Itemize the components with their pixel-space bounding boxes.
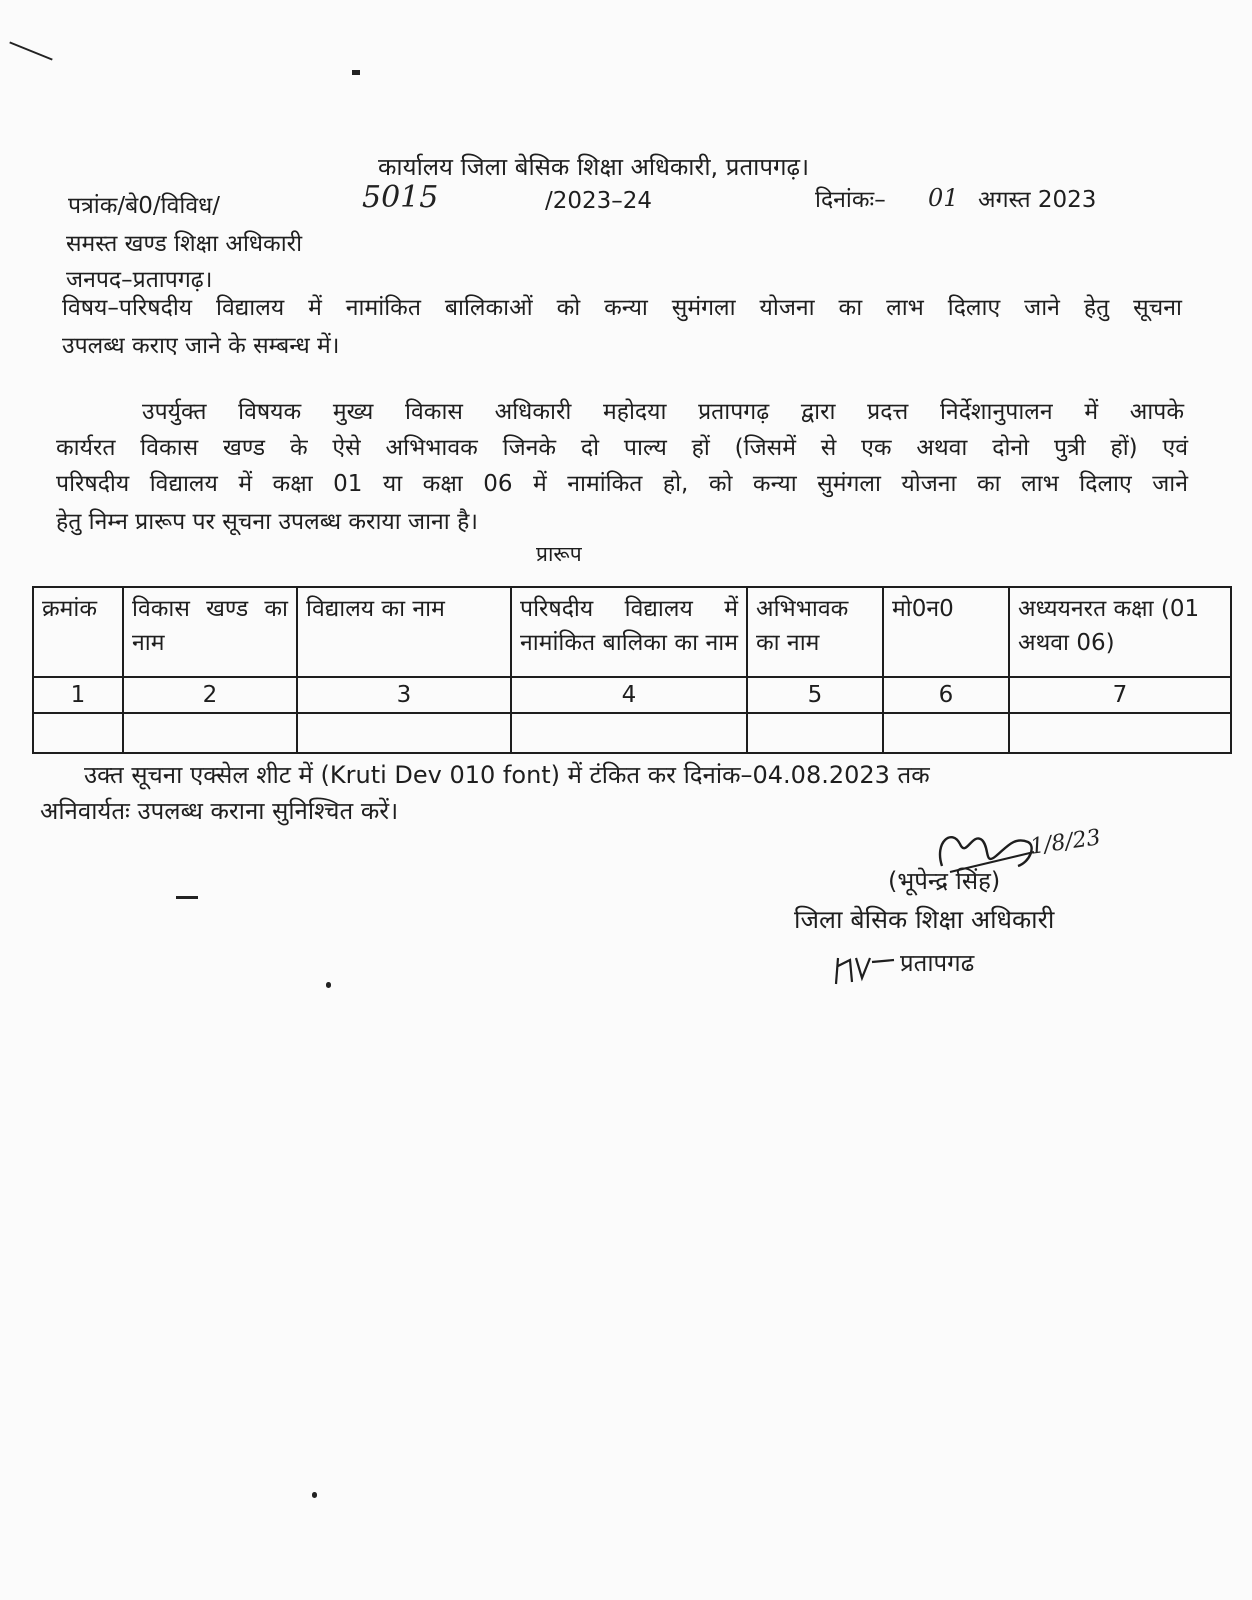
addressee-line-2: जनपद–प्रतापगढ़। <box>66 267 213 293</box>
signatory-name: (भूपेन्द्र सिंह) <box>888 867 1001 895</box>
col-number: 1 <box>33 677 123 713</box>
closing-line-2: अनिवार्यतः उपलब्ध कराना सुनिश्चित करें। <box>40 797 399 825</box>
date-day: 01 <box>928 184 959 212</box>
date-month-year: अगस्त 2023 <box>978 187 1097 213</box>
letter-ref-session: /2023–24 <box>545 188 653 214</box>
empty-cell <box>883 713 1009 753</box>
format-label: प्रारूप <box>536 542 582 566</box>
signature-date: 1/8/23 <box>1028 825 1103 860</box>
empty-cell <box>33 713 123 753</box>
body-line-4: हेतु निम्न प्रारूप पर सूचना उपलब्ध कराया जाना है। <box>56 509 479 535</box>
body-line-1: उपर्युक्त विषयक मुख्य विकास अधिकारी महोदया प्रतापगढ़ द्वारा प्रदत्त निर्देशानुपालन में आपके <box>142 399 1184 425</box>
ink-dot <box>176 896 198 899</box>
header-school-name: विद्यालय का नाम <box>297 587 511 677</box>
ink-dot <box>352 70 360 75</box>
empty-cell <box>123 713 297 753</box>
col-number: 5 <box>747 677 883 713</box>
initial-mark <box>832 948 896 988</box>
addressee-line-1: समस्त खण्ड शिक्षा अधिकारी <box>66 231 303 257</box>
col-number: 2 <box>123 677 297 713</box>
table-number-row <box>33 677 1231 713</box>
letter-ref-prefix: पत्रांक/बे0/विविध/ <box>68 193 221 219</box>
header-block-name: विकास खण्ड का नाम <box>123 587 297 677</box>
ink-dot <box>326 982 331 988</box>
ink-dot <box>312 1492 317 1498</box>
empty-cell <box>747 713 883 753</box>
header-serial: क्रमांक <box>33 587 123 677</box>
empty-cell <box>511 713 747 753</box>
letter-ref-number: 5015 <box>362 180 439 215</box>
pen-stroke-mark <box>9 41 52 60</box>
format-table <box>32 586 1232 754</box>
body-line-2: कार्यरत विकास खण्ड के ऐसे अभिभावक जिनके दो पाल्य हों (जिसमें से एक अथवा दोनो पुत्री हों) एवं <box>56 435 1188 461</box>
subject-line-1: विषय–परिषदीय विद्यालय में नामांकित बालिकाओं को कन्या सुमंगला योजना का लाभ दिलाए जाने हेतु सूचना <box>62 295 1182 321</box>
header-mobile: मो0न0 <box>883 587 1009 677</box>
signatory-place: प्रतापगढ <box>900 949 975 977</box>
closing-line-1: उक्त सूचना एक्सेल शीट में (Kruti Dev 010 font) में टंकित कर दिनांक–04.08.2023 तक <box>84 761 930 789</box>
header-class: अध्ययनरत कक्षा (01 अथवा 06) <box>1009 587 1231 677</box>
date-label: दिनांकः– <box>815 187 886 213</box>
office-heading: कार्यालय जिला बेसिक शिक्षा अधिकारी, प्रतापगढ़। <box>378 153 810 181</box>
col-number: 4 <box>511 677 747 713</box>
subject-line-2: उपलब्ध कराए जाने के सम्बन्ध में। <box>62 333 340 359</box>
col-number: 3 <box>297 677 511 713</box>
signatory-designation: जिला बेसिक शिक्षा अधिकारी <box>794 905 1055 934</box>
header-girl-name: परिषदीय विद्यालय में नामांकित बालिका का नाम <box>511 587 747 677</box>
empty-cell <box>1009 713 1231 753</box>
body-line-3: परिषदीय विद्यालय में कक्षा 01 या कक्षा 06 में नामांकित हो, को कन्या सुमंगला योजना का लाभ दिलाए जाने <box>56 471 1188 497</box>
col-number: 6 <box>883 677 1009 713</box>
col-number: 7 <box>1009 677 1231 713</box>
table-header-row <box>33 587 1231 677</box>
table-empty-row <box>33 713 1231 753</box>
empty-cell <box>297 713 511 753</box>
header-guardian-name: अभिभावक का नाम <box>747 587 883 677</box>
